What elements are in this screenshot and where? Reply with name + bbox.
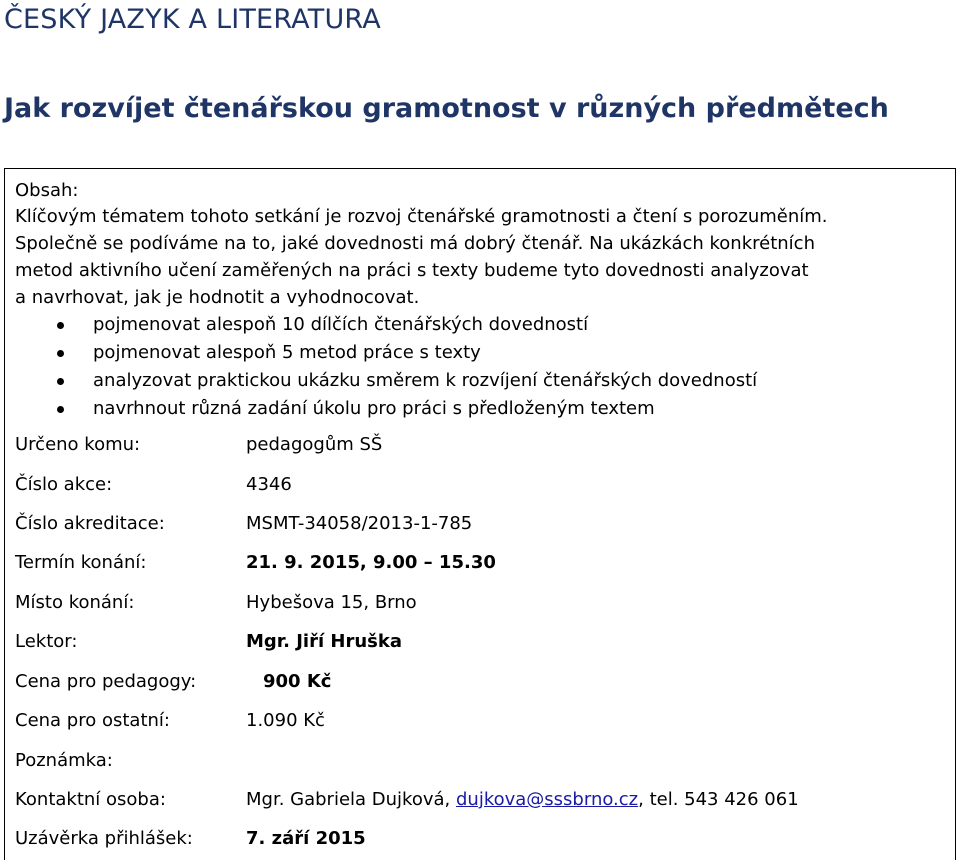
page-title: ČESKÝ JAZYK A LITERATURA xyxy=(4,4,381,35)
content-line-1: Klíčovým tématem tohoto setkání je rozvoj čtenářské gramotnosti a čtení s porozuměním. xyxy=(15,206,828,227)
list-item xyxy=(55,367,757,395)
venue-label: Místo konání: xyxy=(15,592,135,613)
audience-label: Určeno komu: xyxy=(15,434,141,455)
accreditation-label: Číslo akreditace: xyxy=(15,513,165,534)
content-line-3: metod aktivního učení zaměřených na práci s texty budeme tyto dovednosti analyzovat xyxy=(15,260,809,281)
price-teachers-value: 900 Kč xyxy=(263,671,332,692)
price-others-label: Cena pro ostatní: xyxy=(15,710,170,731)
list-item xyxy=(55,395,757,423)
course-info-box xyxy=(4,168,956,860)
price-teachers-label: Cena pro pedagogy: xyxy=(15,671,197,692)
event-number-label: Číslo akce: xyxy=(15,474,113,495)
goal-text: analyzovat praktickou ukázku směrem k rozvíjení čtenářských dovedností xyxy=(93,370,758,391)
deadline-label: Uzávěrka přihlášek: xyxy=(15,828,193,849)
venue-value: Hybešova 15, Brno xyxy=(246,592,417,613)
goal-text: pojmenovat alespoň 5 metod práce s texty xyxy=(93,342,481,363)
bullet-icon xyxy=(57,378,64,385)
contact-email-link[interactable]: dujkova@sssbrno.cz xyxy=(455,789,639,810)
date-label: Termín konání: xyxy=(15,552,147,573)
goals-list xyxy=(55,311,757,423)
content-line-4: a navrhovat, jak je hodnotit a vyhodnocovat. xyxy=(15,287,420,308)
list-item xyxy=(55,339,757,367)
contact-phone: , tel. 543 426 061 xyxy=(638,789,799,810)
bullet-icon xyxy=(57,350,64,357)
note-label: Poznámka: xyxy=(15,750,113,771)
course-title: Jak rozvíjet čtenářskou gramotnost v různých předmětech xyxy=(4,93,889,124)
lecturer-value: Mgr. Jiří Hruška xyxy=(246,631,402,652)
price-others-value: 1.090 Kč xyxy=(246,710,325,731)
contact-value xyxy=(246,789,799,810)
bullet-icon xyxy=(57,406,64,413)
bullet-icon xyxy=(57,322,64,329)
event-number-value: 4346 xyxy=(246,474,292,495)
deadline-value: 7. září 2015 xyxy=(246,828,366,849)
goal-text: navrhnout různá zadání úkolu pro práci s předloženým textem xyxy=(93,398,655,419)
list-item xyxy=(55,311,757,339)
goal-text: pojmenovat alespoň 10 dílčích čtenářských dovedností xyxy=(93,314,589,335)
accreditation-value: MSMT-34058/2013-1-785 xyxy=(246,513,473,534)
contact-name: Mgr. Gabriela Dujková, xyxy=(246,789,451,810)
lecturer-label: Lektor: xyxy=(15,631,78,652)
content-line-2: Společně se podíváme na to, jaké dovednosti má dobrý čtenář. Na ukázkách konkrétních xyxy=(15,233,815,254)
content-heading: Obsah: xyxy=(15,180,79,201)
date-value: 21. 9. 2015, 9.00 – 15.30 xyxy=(246,552,496,573)
contact-label: Kontaktní osoba: xyxy=(15,789,166,810)
audience-value: pedagogům SŠ xyxy=(246,434,383,455)
